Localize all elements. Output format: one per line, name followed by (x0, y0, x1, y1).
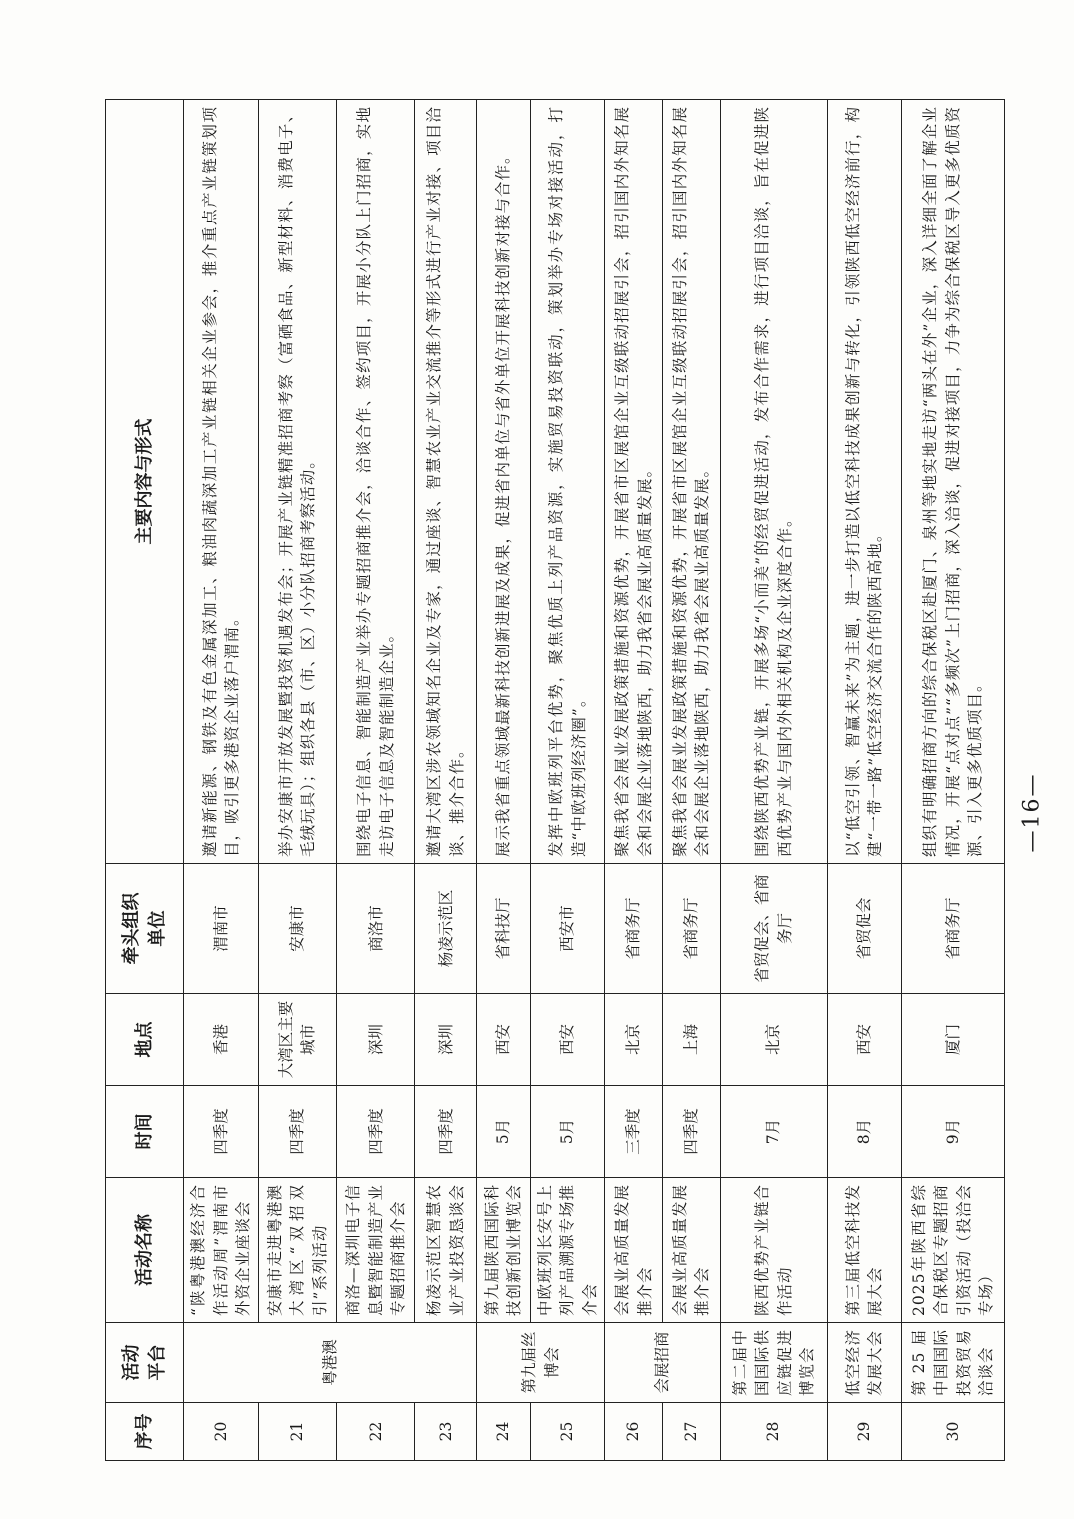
cell-name: “陕粤港澳经济合作活动周”渭南市外资企业座谈会 (184, 1178, 259, 1323)
cell-platform: 第25届中国国际投资贸易洽谈会 (901, 1323, 1004, 1403)
cell-name: 商洛—深圳电子信息暨智能制造产业专题招商推介会 (337, 1178, 415, 1323)
cell-content: 展示我省重点领域最新科技创新进展及成果，促进省内单位与省外单位开展科技创新对接与合作。 (477, 100, 531, 864)
table-row (258, 100, 336, 1461)
cell-content: 举办安康市开放发展暨投资机遇发布会；开展产业链精准招商考察（富硒食品、新型材料、消费电子、毛绒玩具）；组织各县（市、区）小分队招商考察活动。 (258, 100, 336, 864)
cell-platform: 会展招商 (605, 1323, 720, 1403)
cell-lead: 安康市 (258, 864, 336, 994)
cell-seq: 24 (477, 1403, 531, 1461)
cell-name: 2025年陕西省综合保税区专题招商引资活动（投洽会专场） (901, 1178, 1004, 1323)
cell-time: 8月 (827, 1086, 901, 1178)
cell-seq: 23 (415, 1403, 477, 1461)
cell-seq: 28 (720, 1403, 827, 1461)
cell-platform: 第二届中国国际供应链促进博览会 (720, 1323, 827, 1403)
cell-name: 杨凌示范区智慧农业产业投资恳谈会 (415, 1178, 477, 1323)
cell-lead: 省商务厅 (901, 864, 1004, 994)
cell-place: 深圳 (337, 994, 415, 1086)
cell-seq: 26 (605, 1403, 663, 1461)
cell-seq: 21 (258, 1403, 336, 1461)
table-row (662, 100, 720, 1461)
header-content: 主要内容与形式 (106, 100, 184, 864)
cell-name: 第九届陕西国际科技创新创业博览会 (477, 1178, 531, 1323)
cell-time: 四季度 (184, 1086, 259, 1178)
table-row (827, 100, 901, 1461)
page-number: —16— (1019, 772, 1045, 853)
cell-name: 安康市走进粤港澳大湾区“双招双引”系列活动 (258, 1178, 336, 1323)
cell-time: 9月 (901, 1086, 1004, 1178)
cell-place: 西安 (827, 994, 901, 1086)
cell-place: 上海 (662, 994, 720, 1086)
cell-lead: 省贸促会 (827, 864, 901, 994)
cell-name: 陕西优势产业链合作活动 (720, 1178, 827, 1323)
cell-place: 北京 (605, 994, 663, 1086)
cell-lead: 省商务厅 (605, 864, 663, 994)
cell-lead: 商洛市 (337, 864, 415, 994)
cell-content: 组织有明确招商方向的综合保税区赴厦门、泉州等地实地走访“两头在外”企业，深入详细全面了解企业情况，开展“点对点”“多频次”上门招商，深入洽谈，促进对接项目，力争为综合保税区导入更多优质资源、引入更多优质项目。 (901, 100, 1004, 864)
cell-time: 四季度 (415, 1086, 477, 1178)
cell-seq: 29 (827, 1403, 901, 1461)
cell-name: 会展业高质量发展推介会 (662, 1178, 720, 1323)
cell-lead: 渭南市 (184, 864, 259, 994)
header-platform: 活动 平台 (106, 1323, 184, 1403)
cell-seq: 25 (530, 1403, 605, 1461)
cell-seq: 30 (901, 1403, 1004, 1461)
cell-lead: 省科技厅 (477, 864, 531, 994)
cell-lead: 西安市 (530, 864, 605, 994)
cell-platform: 第九届丝博会 (477, 1323, 605, 1403)
cell-seq: 20 (184, 1403, 259, 1461)
cell-seq: 27 (662, 1403, 720, 1461)
header-name: 活动名称 (106, 1178, 184, 1323)
cell-place: 香港 (184, 994, 259, 1086)
table-header-row (106, 100, 184, 1461)
table-row (184, 100, 259, 1461)
cell-content: 发挥中欧班列平台优势，聚焦优质上列产品资源，实施贸易投资联动，策划举办专场对接活动，打造“中欧班列经济圈”。 (530, 100, 605, 864)
activity-table (105, 99, 1005, 1461)
cell-place: 厦门 (901, 994, 1004, 1086)
cell-time: 5月 (477, 1086, 531, 1178)
cell-time: 四季度 (337, 1086, 415, 1178)
header-place: 地点 (106, 994, 184, 1086)
cell-time: 四季度 (662, 1086, 720, 1178)
table-row (477, 100, 531, 1461)
table-row (605, 100, 663, 1461)
cell-time: 四季度 (258, 1086, 336, 1178)
cell-lead: 杨凌示范区 (415, 864, 477, 994)
cell-lead: 省贸促会、省商务厅 (720, 864, 827, 994)
cell-content: 邀请新能源、钢铁及有色金属深加工、粮油肉蔬深加工产业链相关企业参会，推介重点产业链策划项目，吸引更多港资企业落户渭南。 (184, 100, 259, 864)
cell-content: 围绕电子信息、智能制造产业举办专题招商推介会，洽谈合作、签约项目，开展小分队上门招商，实地走访电子信息及智能制造企业。 (337, 100, 415, 864)
cell-content: 围绕陕西优势产业链，开展多场“小而美”的经贸促进活动，发布合作需求，进行项目洽谈，旨在促进陕西优势产业与国内外相关机构及企业深度合作。 (720, 100, 827, 864)
cell-platform: 粤港澳 (184, 1323, 477, 1403)
cell-place: 西安 (477, 994, 531, 1086)
cell-content: 聚焦我省会展业发展政策措施和资源优势，开展省市区展馆企业互级联动招展引会，招引国内外知名展会和会展企业落地陕西，助力我省会展业高质量发展。 (605, 100, 663, 864)
cell-name: 中欧班列长安号上列产品溯源专场推介会 (530, 1178, 605, 1323)
cell-content: 聚焦我省会展业发展政策措施和资源优势，开展省市区展馆企业互级联动招展引会，招引国内外知名展会和会展企业落地陕西，助力我省会展业高质量发展。 (662, 100, 720, 864)
cell-time: 5月 (530, 1086, 605, 1178)
cell-place: 西安 (530, 994, 605, 1086)
cell-place: 大湾区主要城市 (258, 994, 336, 1086)
cell-place: 深圳 (415, 994, 477, 1086)
table-row (530, 100, 605, 1461)
cell-content: 以“低空引领、智赢未来”为主题，进一步打造以低空科技成果创新与转化，引领陕西低空经济前行，构建“一带一路”低空经济交流合作的陕西高地。 (827, 100, 901, 864)
table-row (720, 100, 827, 1461)
cell-name: 第三届低空科技发展大会 (827, 1178, 901, 1323)
cell-time: 三季度 (605, 1086, 663, 1178)
table-row (901, 100, 1004, 1461)
cell-name: 会展业高质量发展推介会 (605, 1178, 663, 1323)
rotated-table-sheet (105, 100, 1005, 1461)
cell-place: 北京 (720, 994, 827, 1086)
cell-lead: 省商务厅 (662, 864, 720, 994)
cell-content: 邀请大湾区涉农领域知名企业及专家，通过座谈、智慧农业产业交流推介等形式进行产业对接、项目洽谈、推介合作。 (415, 100, 477, 864)
cell-platform: 低空经济发展大会 (827, 1323, 901, 1403)
header-time: 时间 (106, 1086, 184, 1178)
header-seq: 序号 (106, 1403, 184, 1461)
cell-seq: 22 (337, 1403, 415, 1461)
header-lead: 牵头组织 单位 (106, 864, 184, 994)
table-row (415, 100, 477, 1461)
cell-time: 7月 (720, 1086, 827, 1178)
table-row (337, 100, 415, 1461)
